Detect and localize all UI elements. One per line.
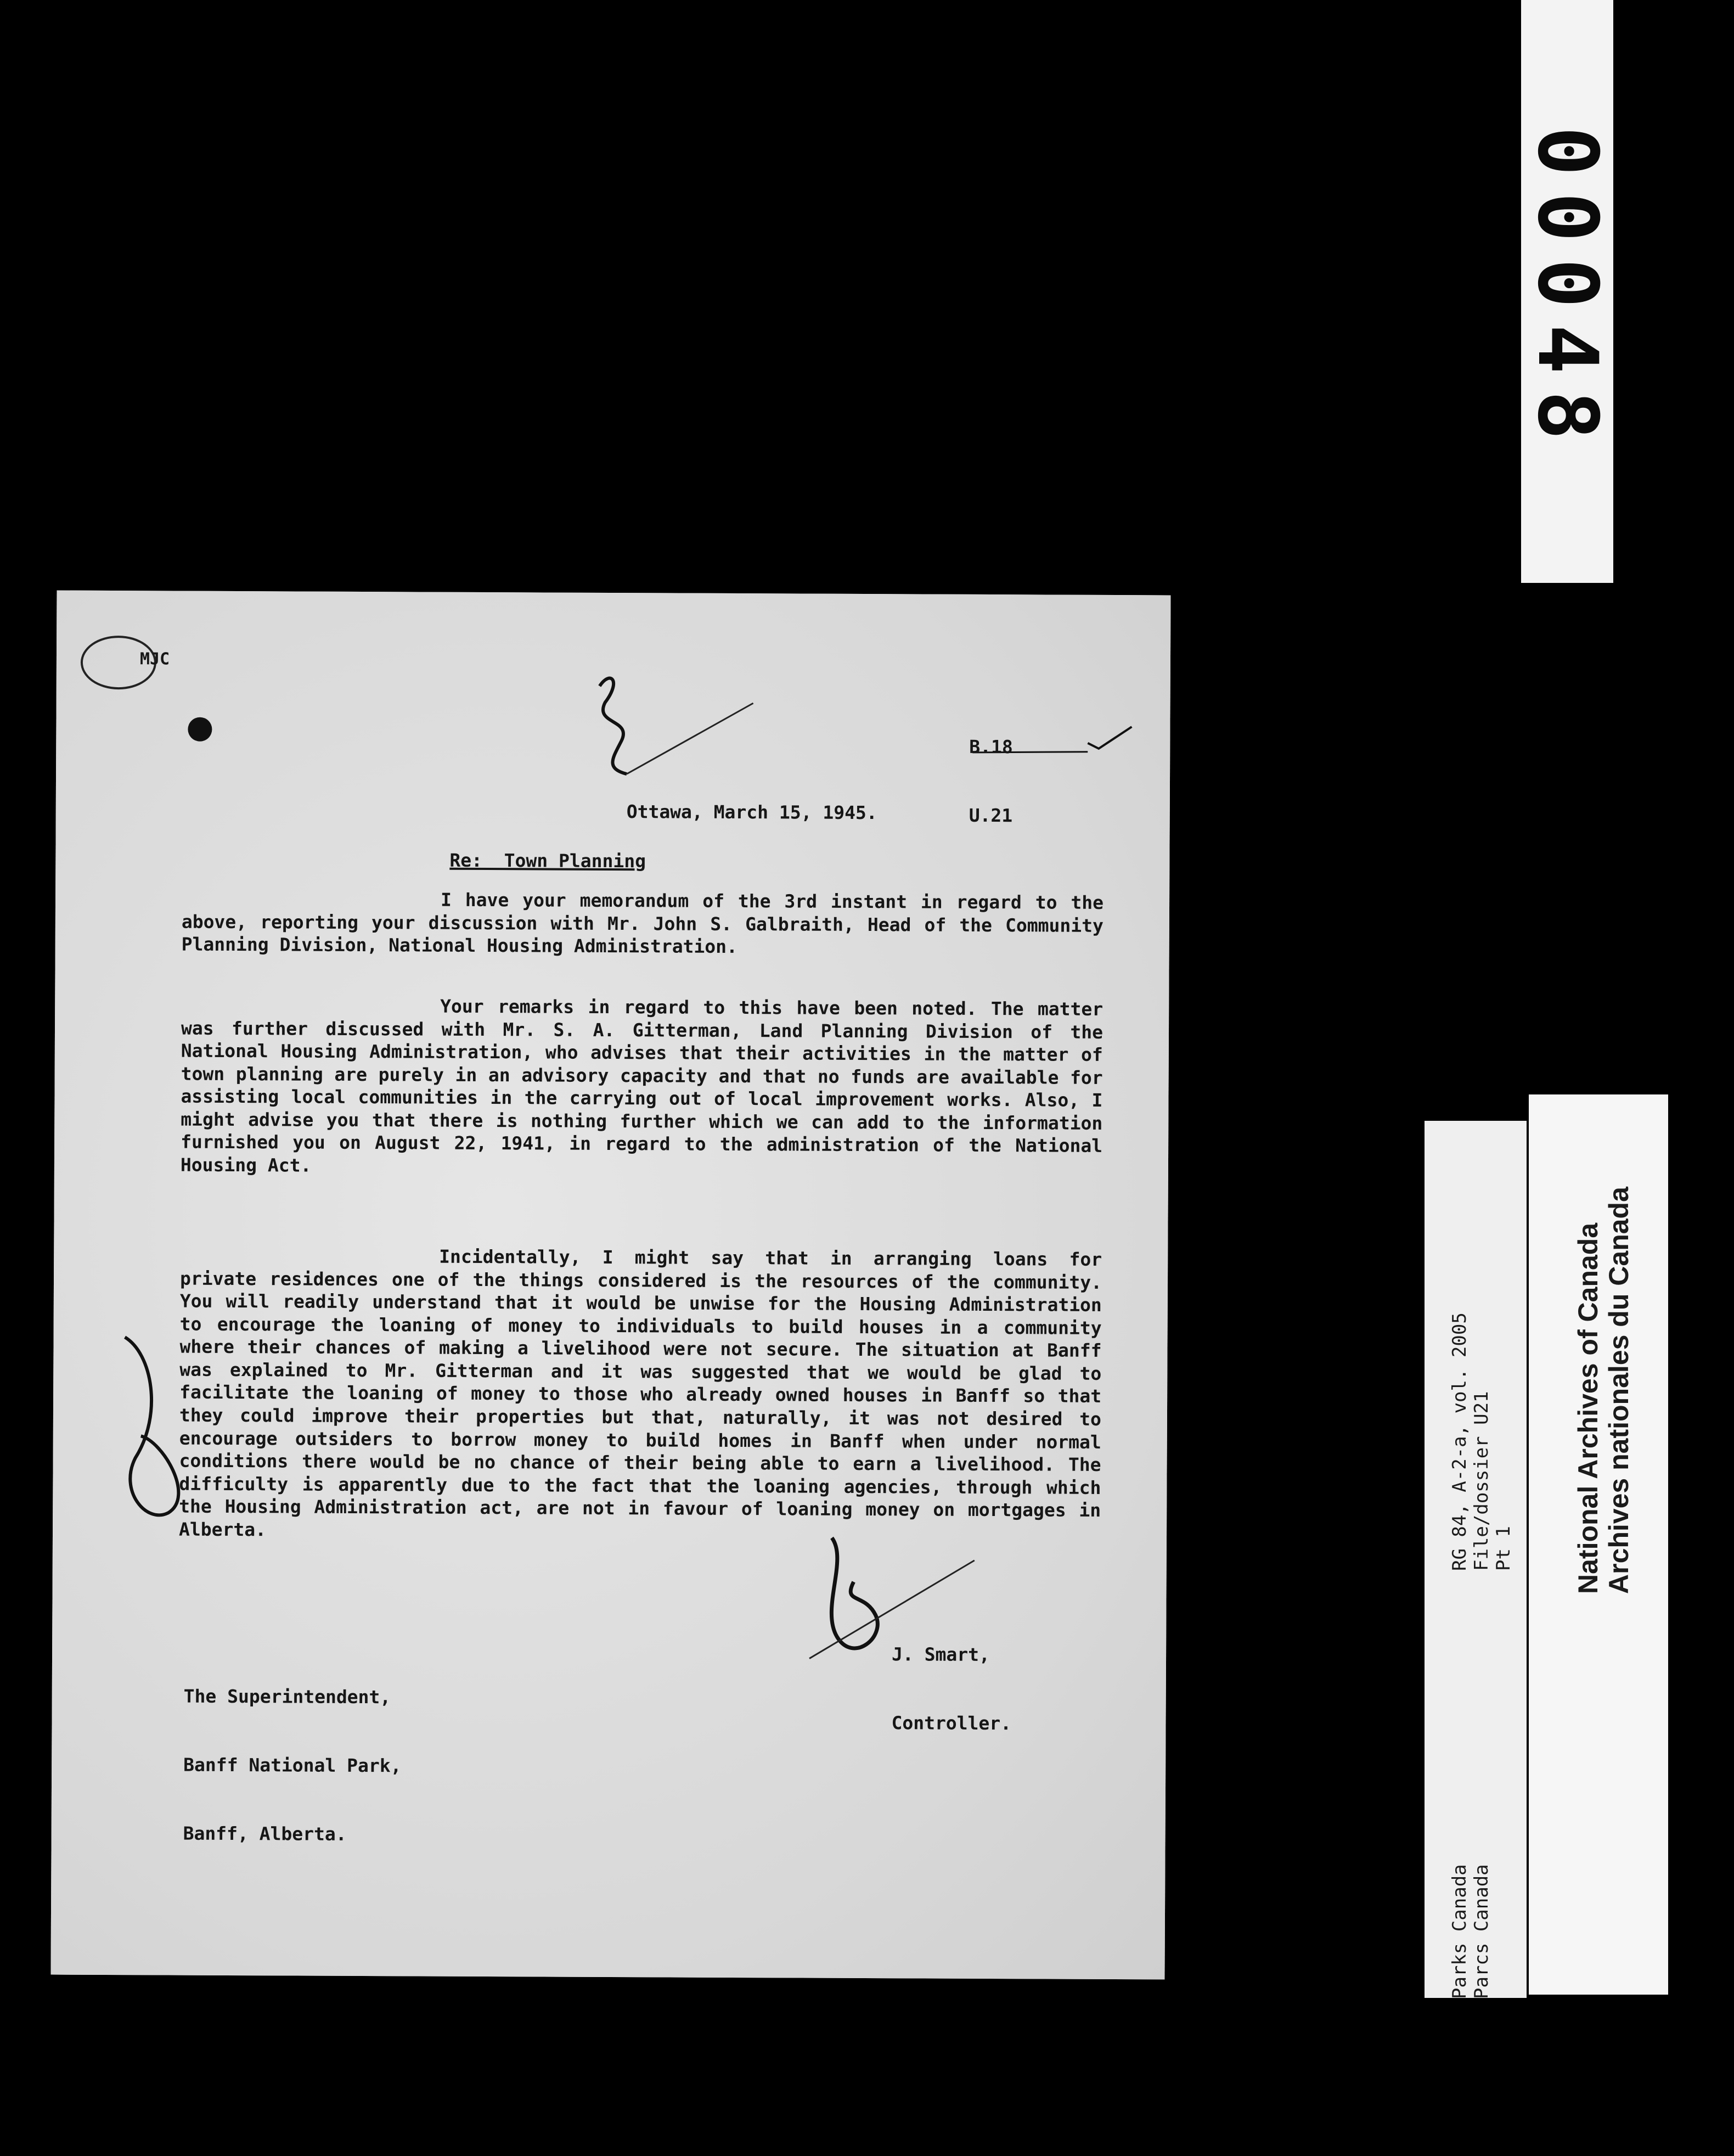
addressee-block bbox=[183, 1640, 402, 1891]
typist-initials: MJC bbox=[139, 649, 170, 669]
signatory-name: J. Smart, bbox=[891, 1643, 990, 1666]
archive-reference-line: RG 84, A-2-a, vol. 2005 bbox=[1449, 1312, 1471, 1571]
addressee-line: Banff National Park, bbox=[183, 1754, 402, 1777]
addressee-line: Banff, Alberta. bbox=[183, 1822, 347, 1845]
body-paragraph: Incidentally, I might say that in arranging loans for private residences one of the things considered is the resources of the community. You will readily understand that it would be unwise for the Housing Administration to encourage the loaning of money to individuals to build houses in a community where their chances of making a livelihood were not secure. The situation at Banff was explained to Mr. Gitterman and it was suggested that we would be glad to facilitate the loaning of money to those who already owned houses in Banff so that they could improve their properties but that, naturally, it was not desired to encourage outsiders to borrow money to build homes in Banff when under normal conditions there would be no chance of their being able to earn a livelihood. The difficulty is apparently due to the fact that the loaning agencies, through which the Housing Administration act, are not in favour of loaning money on mortgages in Alberta. bbox=[178, 1245, 1102, 1541]
file-ref-line: B.18 bbox=[969, 735, 1013, 758]
date-line: Ottawa, March 15, 1945. bbox=[626, 801, 877, 824]
check-mark bbox=[1088, 727, 1131, 749]
handwritten-stroke-top bbox=[627, 703, 753, 774]
ink-blot bbox=[188, 717, 212, 742]
archive-label bbox=[1425, 1094, 1668, 1998]
file-ref-line: U.21 bbox=[969, 804, 1013, 827]
handwritten-initial-top bbox=[599, 678, 627, 774]
archive-reference-line: File/dossier U21 bbox=[1471, 1391, 1493, 1571]
file-reference bbox=[969, 690, 1013, 873]
agency-name: Parks Canada bbox=[1449, 1864, 1471, 1999]
institution-name: Archives nationales du Canada bbox=[1603, 1187, 1634, 1594]
margin-initials bbox=[124, 1337, 179, 1515]
agency-name: Parcs Canada bbox=[1471, 1864, 1493, 1999]
body-paragraph: I have your memorandum of the 3rd instant in regard to the above, reporting your discussion with Mr. John S. Galbraith, Head of the Community Planning Division, National Housing Administration. bbox=[181, 889, 1104, 958]
archive-label-institution-panel bbox=[1529, 1094, 1668, 1995]
addressee-line: The Superintendent, bbox=[183, 1685, 391, 1708]
institution-name: National Archives of Canada bbox=[1573, 1222, 1603, 1594]
subject-line: Re: Town Planning bbox=[449, 849, 646, 872]
archive-reference-line: Pt 1 bbox=[1493, 1526, 1515, 1571]
signatory-title: Controller. bbox=[891, 1712, 1012, 1734]
body-paragraph: Your remarks in regard to this have been noted. The matter was further discussed with Mr. S. A. Gitterman, Land Planning Division of the National Housing Administration, who advises that their activities in the matter of town planning are purely in an advisory capacity and that no funds are available for assisting local communities in the carrying out of local improvement works. Also, I might advise you that there is nothing further which we can add to the information furnished you on August 22, 1941, in regard to the administration of the National Housing Act. bbox=[180, 995, 1104, 1176]
document-page bbox=[51, 591, 1171, 1980]
archive-label-reference-panel bbox=[1425, 1121, 1527, 1998]
frame-number-strip bbox=[1521, 0, 1613, 583]
frame-number: 00048 bbox=[1519, 126, 1615, 457]
signature-block bbox=[858, 1597, 1012, 1781]
